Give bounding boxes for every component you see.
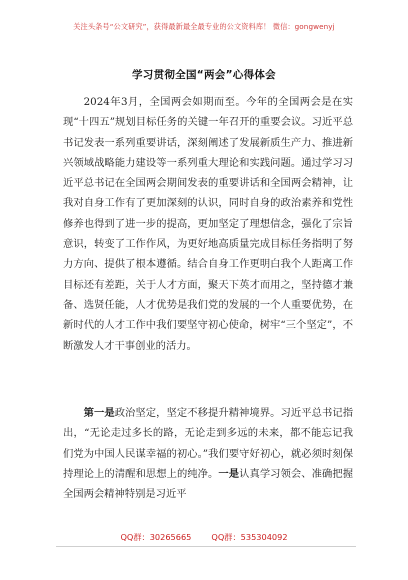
subpoint-body-text: 认真学习领会、准确把握全国两会精神特别是习近平 bbox=[63, 467, 353, 501]
footer-divider bbox=[56, 546, 356, 547]
header-banner: 关注头条号“公文研究”，获得最新最全最专业的公文资料库！ 微信：gongwenyj bbox=[73, 22, 335, 31]
paragraph-first-point bbox=[63, 403, 353, 504]
point-lead-label: 第一是 bbox=[83, 407, 115, 419]
footer-qq-group-1: QQ群：30265665 bbox=[120, 532, 192, 542]
footer-qq-group-2: QQ群：535304092 bbox=[211, 532, 288, 542]
document-title: 学习贯彻全国“两会”心得体会 bbox=[131, 69, 276, 81]
footer-qq-groups bbox=[0, 532, 408, 543]
subpoint-lead-label: 一是 bbox=[218, 467, 240, 480]
paragraph-intro: 2024年3月，全国两会如期而至。今年的全国两会是在实现“十四五”规划目标任务的关键一年召开的重要会议。习近平总书记发表一系列重要讲话，深刻阐述了发展新质生产力、推进新兴领域战略能力建设等一系列重大理论和实践问题。通过学习习近平总书记在全国两会期间发表的重要讲话和全国两会精神，让我对自身工作有了更加深刻的认识，同时自身的政治素养和党性修养也得到了进一步的提高，更加坚定了理想信念，强化了宗旨意识，转变了工作作风，为更好地高质量完成目标任务指明了努力方向、提供了根本遵循。结合自身工作更明白我个人距离工作目标还有差距，关于人才方面，聚天下英才而用之，坚持德才兼备、选贤任能，人才优势是我们党的发展的一个人重要优势，在新时代的人才工作中我们要坚守初心使命，树牢“三个坚定”，不断激发人才干事创业的活力。 bbox=[63, 96, 353, 352]
point-body-text: 政治坚定，坚定不移提升精神境界。习近平总书记指出，“无论走过多长的路，无论走到多远的未来，都不能忘记我们党为中国人民谋幸福的初心。”我们要守好初心，就必须时刻保持理论上的清醒和思想上的纯净。 bbox=[63, 407, 353, 480]
